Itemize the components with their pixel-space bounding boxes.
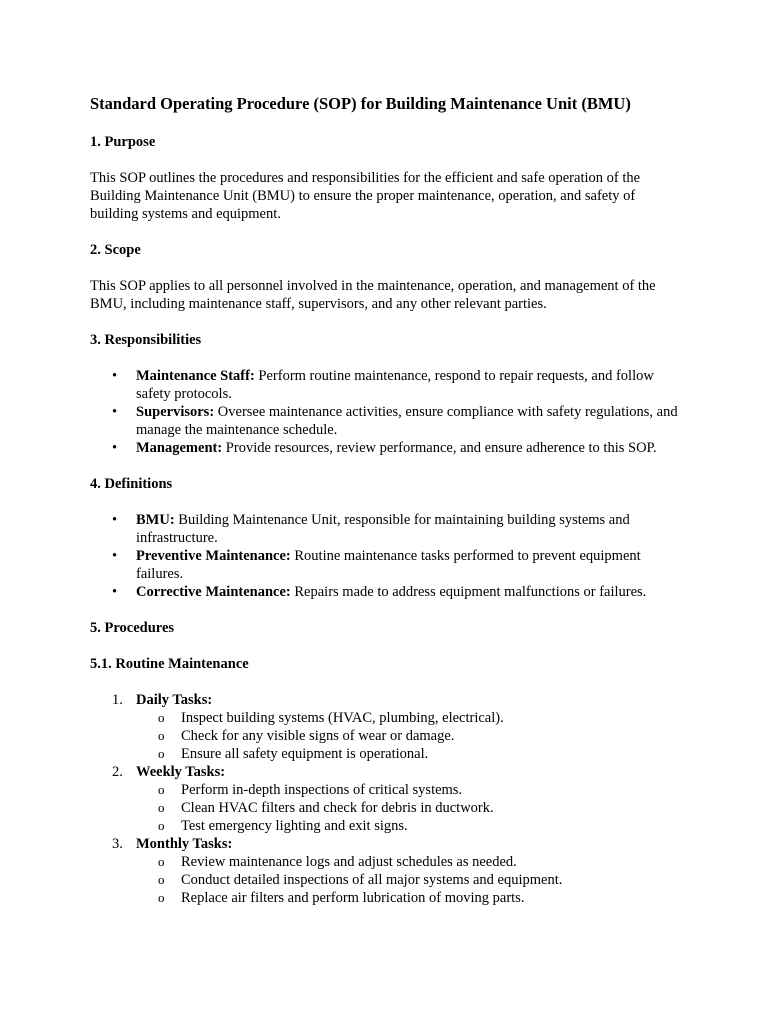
circle-bullet-icon: o (158, 800, 165, 815)
step-label: Weekly Tasks: (136, 764, 226, 780)
description: Perform routine maintenance, respond to repair requests, and follow safety protocols. (136, 368, 654, 402)
list-item (90, 439, 684, 457)
step-item (90, 691, 678, 763)
document-title: Standard Operating Procedure (SOP) for Building Maintenance Unit (BMU) (90, 94, 631, 113)
circle-bullet-icon: o (158, 890, 165, 905)
step-item (90, 835, 678, 907)
circle-bullet-icon: o (158, 728, 165, 743)
step-number: 1. (112, 692, 123, 708)
task-item: o Ensure all safety equipment is operational. (158, 746, 429, 762)
step-number: 2. (112, 764, 123, 780)
list-item (90, 403, 684, 439)
definitions-heading: 4. Definitions (90, 476, 173, 492)
description: Provide resources, review performance, and ensure adherence to this SOP. (222, 440, 657, 456)
description: Repairs made to address equipment malfunctions or failures. (290, 584, 647, 600)
bullet-icon: • (112, 548, 118, 564)
term: Preventive Maintenance: (136, 548, 291, 564)
definitions-list (90, 511, 678, 601)
routine-maintenance-heading: 5.1. Routine Maintenance (90, 656, 249, 672)
step-number: 3. (112, 836, 123, 852)
circle-bullet-icon: o (158, 872, 165, 887)
procedures-heading: 5. Procedures (90, 620, 175, 636)
description: Oversee maintenance activities, ensure compliance with safety regulations, and manage the maintenance schedule. (136, 404, 678, 438)
bullet-icon: • (112, 440, 118, 456)
task-list (136, 781, 678, 835)
term: Corrective Maintenance: (136, 584, 291, 600)
task-item: o Clean HVAC filters and check for debris in ductwork. (158, 800, 494, 816)
list-item (90, 583, 684, 601)
bullet-icon: • (112, 512, 118, 528)
task-item: o Replace air filters and perform lubrication of moving parts. (158, 890, 525, 906)
routine-steps-list (90, 691, 678, 907)
task-item: o Inspect building systems (HVAC, plumbing, electrical). (158, 710, 504, 726)
task-list (136, 853, 678, 907)
bullet-icon: • (112, 584, 118, 600)
list-item (90, 511, 684, 547)
step-item (90, 763, 678, 835)
term: BMU: (136, 512, 175, 528)
task-item: o Review maintenance logs and adjust schedules as needed. (158, 854, 517, 870)
step-label: Monthly Tasks: (136, 836, 233, 852)
scope-text: This SOP applies to all personnel involved in the maintenance, operation, and management of the BMU, including maintenance staff, supervisors, and any other relevant parties. (90, 278, 656, 312)
list-item (90, 547, 684, 583)
circle-bullet-icon: o (158, 710, 165, 725)
task-item: o Check for any visible signs of wear or damage. (158, 728, 455, 744)
term: Management: (136, 440, 223, 456)
circle-bullet-icon: o (158, 818, 165, 833)
responsibilities-list (90, 367, 678, 457)
term: Supervisors: (136, 404, 215, 420)
task-item: o Conduct detailed inspections of all major systems and equipment. (158, 872, 563, 888)
circle-bullet-icon: o (158, 854, 165, 869)
scope-heading: 2. Scope (90, 242, 141, 258)
bullet-icon: • (112, 368, 118, 384)
bullet-icon: • (112, 404, 118, 420)
purpose-text: This SOP outlines the procedures and responsibilities for the efficient and safe operation of the Building Maintenance Unit (BMU) to ensure the proper maintenance, operation, and safety of building systems and equipment. (90, 170, 641, 222)
step-label: Daily Tasks: (136, 692, 213, 708)
circle-bullet-icon: o (158, 746, 165, 761)
responsibilities-heading: 3. Responsibilities (90, 332, 202, 348)
list-item (90, 367, 684, 403)
description: Building Maintenance Unit, responsible for maintaining building systems and infrastructure. (136, 512, 630, 546)
circle-bullet-icon: o (158, 782, 165, 797)
task-item: o Perform in-depth inspections of critical systems. (158, 782, 463, 798)
term: Maintenance Staff: (136, 368, 255, 384)
task-item: o Test emergency lighting and exit signs. (158, 818, 408, 834)
description: Routine maintenance tasks performed to prevent equipment failures. (136, 548, 641, 582)
task-list (136, 709, 678, 763)
purpose-heading: 1. Purpose (90, 134, 156, 150)
